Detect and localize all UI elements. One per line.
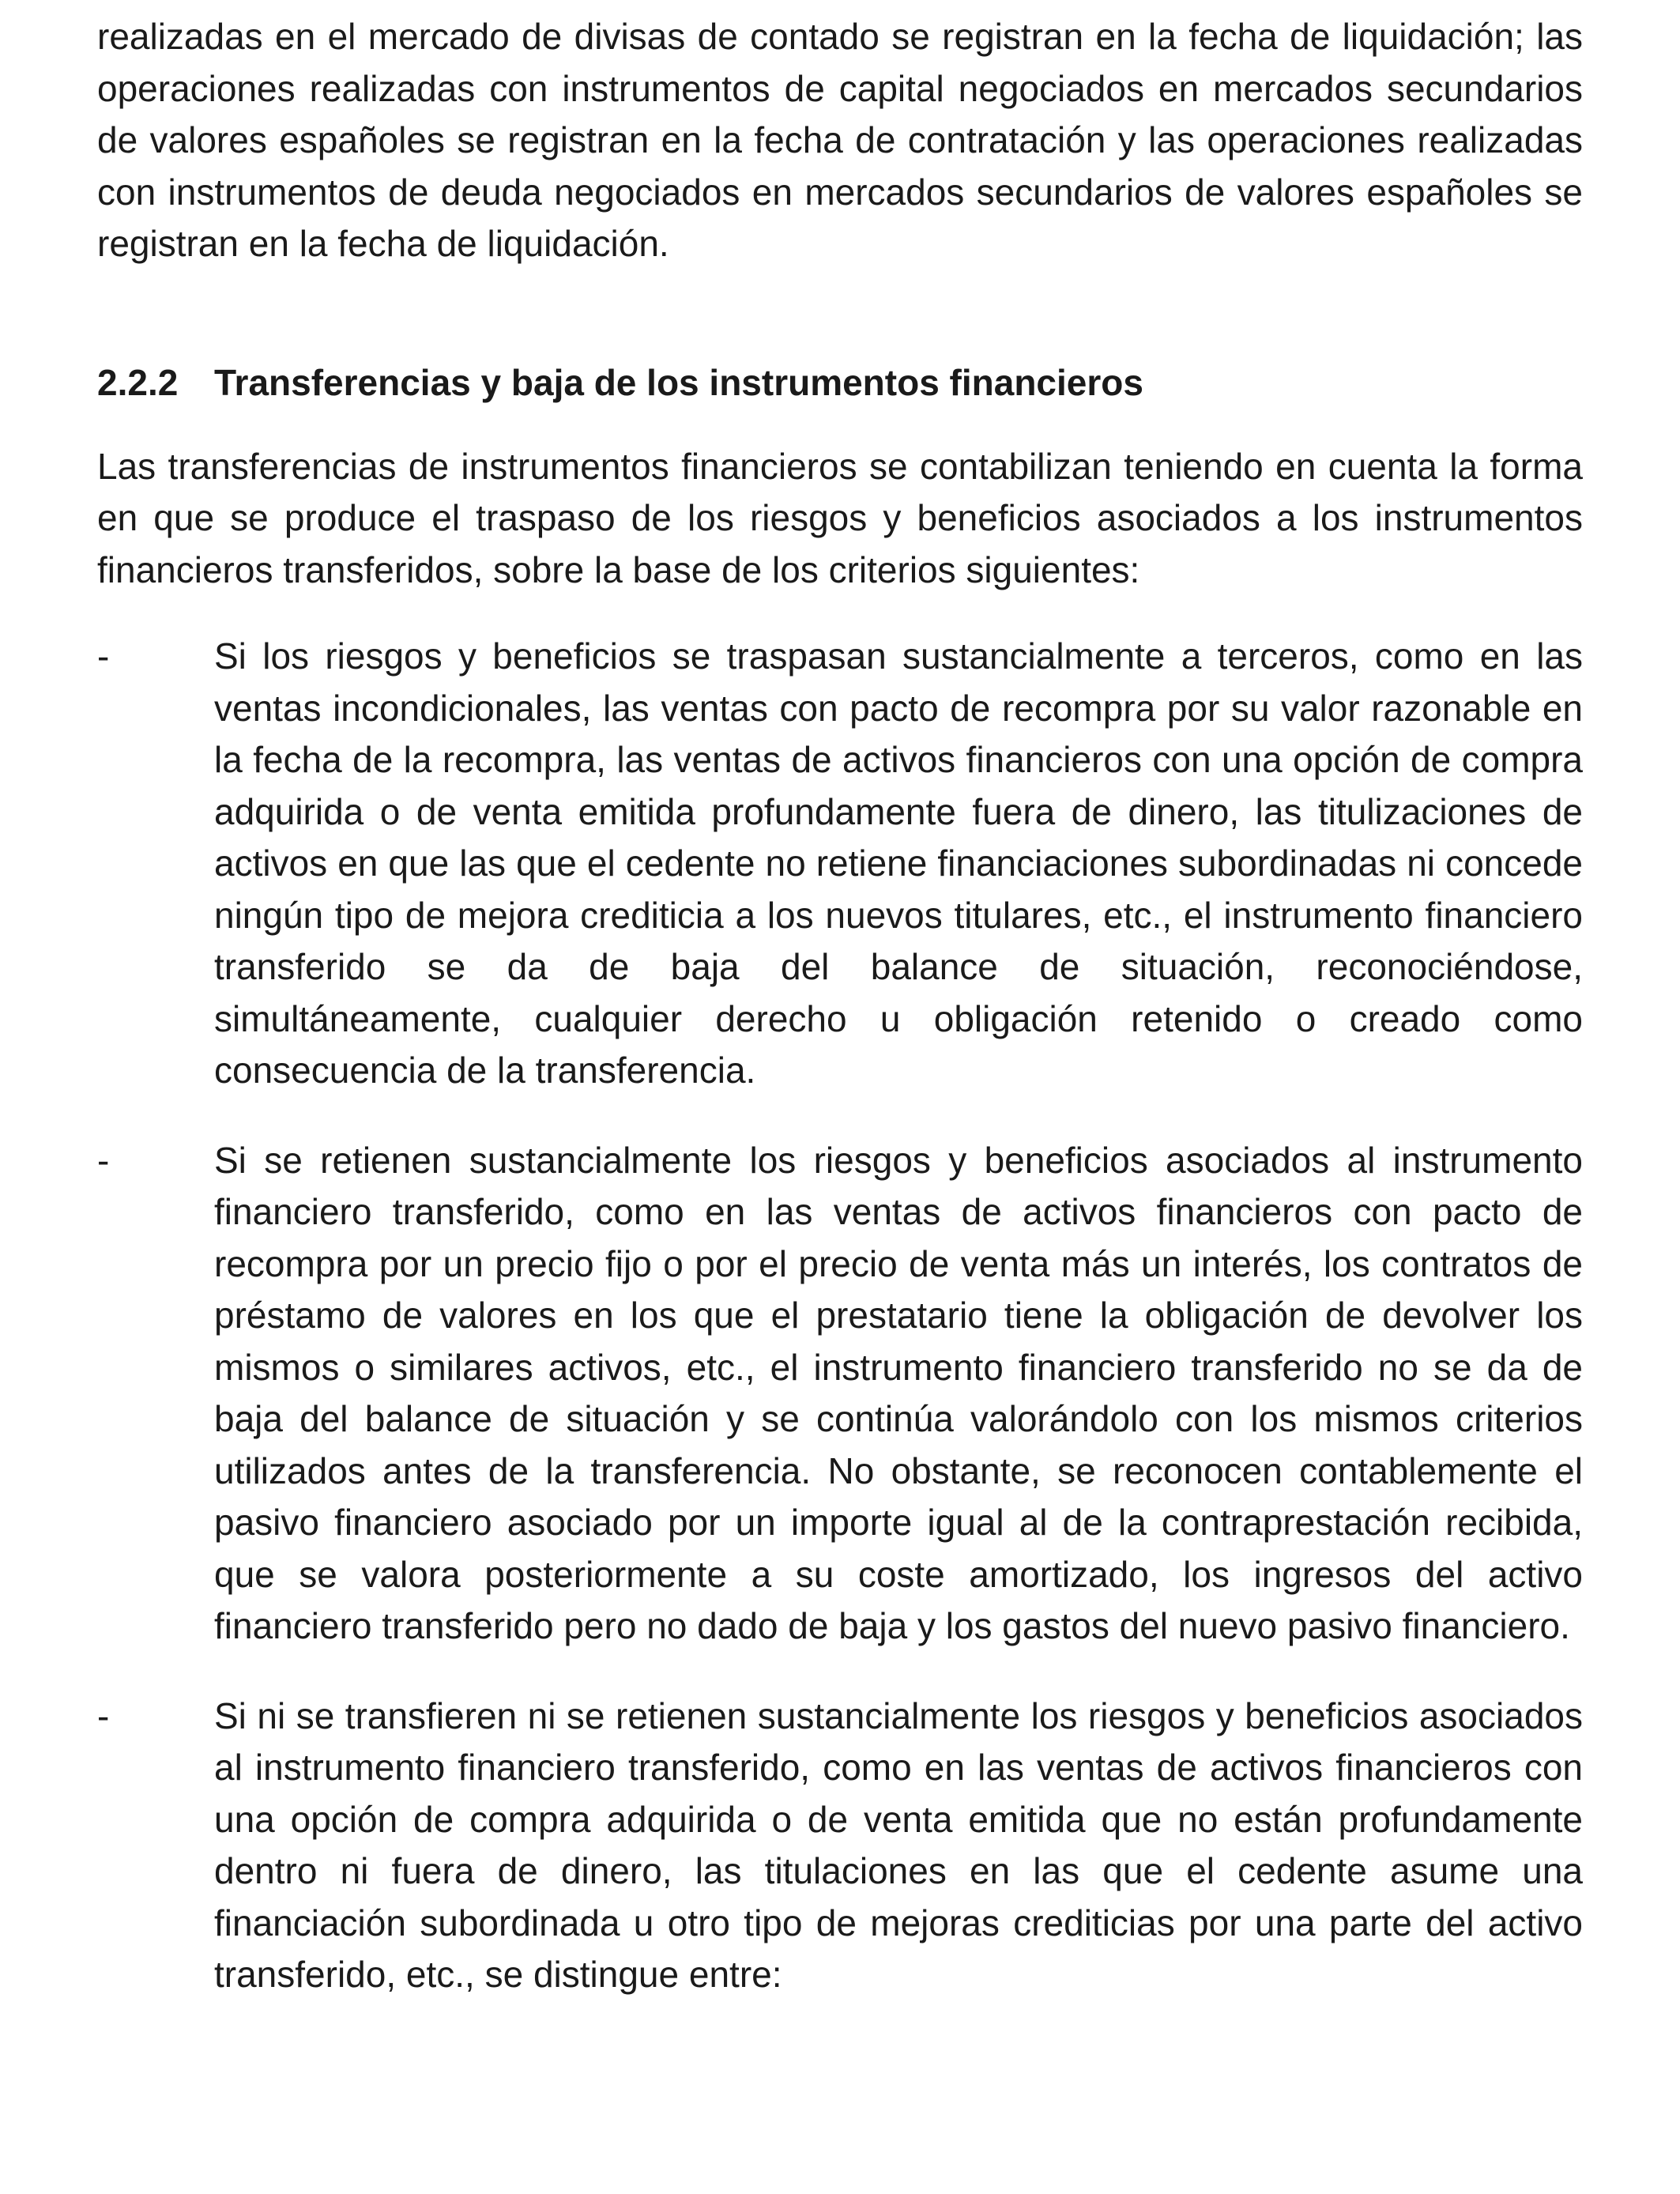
bullet-dash: - — [97, 635, 110, 677]
intro-paragraph: Las transferencias de instrumentos financieros se contabilizan teniendo en cuenta la forma en que se produce el traspaso de los riesgos y beneficios asociados a los instrumentos financieros transferidos, sobre la base de los criterios siguientes: — [97, 445, 1583, 590]
document-page — [97, 11, 1583, 2001]
bullet-dash: - — [97, 1139, 110, 1181]
continuation-paragraph: realizadas en el mercado de divisas de contado se registran en la fecha de liquidación; las operaciones realizadas con instrumentos de capital negociados en mercados secundarios de valores españoles se registran en la fecha de contratación y las operaciones realizadas con instrumentos de deuda negociados en mercados secundarios de valores españoles se registran en la fecha de liquidación. — [97, 16, 1583, 264]
section-title: Transferencias y baja de los instrumentos financieros — [214, 361, 1143, 403]
list-item-text: Si ni se transfieren ni se retienen sustancialmente los riesgos y beneficios asociados al instrumento financiero transferido, como en las ventas de activos financieros con una opción de compra adquirida o de venta emitida que no están profundamente dentro ni fuera de dinero, las titulaciones en las que el cedente asume una financiación subordinada u otro tipo de mejoras crediticias por una parte del activo transferido, etc., se distingue entre: — [214, 1695, 1583, 1995]
section-heading — [97, 357, 1583, 408]
list-item-text: Si se retienen sustancialmente los riesgos y beneficios asociados al instrumento financiero transferido, como en las ventas de activos financieros con pacto de recompra por un precio fijo o por el precio de venta más un interés, los contratos de préstamo de valores en los que el prestatario tiene la obligación de devolver los mismos o similares activos, etc., el instrumento financiero transferido no se da de baja del balance de situación y se continúa valorándolo con los mismos criterios utilizados antes de la transferencia. No obstante, se reconocen contablemente el pasivo financiero asociado por un importe igual al de la contraprestación recibida, que se valora posteriormente a su coste amortizado, los ingresos del activo financiero transferido pero no dado de baja y los gastos del nuevo pasivo financiero. — [214, 1139, 1583, 1646]
section-number: 2.2.2 — [97, 361, 179, 403]
list-item — [97, 1691, 1583, 2001]
list-item-text: Si los riesgos y beneficios se traspasan sustancialmente a terceros, como en las ventas incondicionales, las ventas con pacto de recompra por su valor razonable en la fecha de la recompra, las ventas de activos financieros con una opción de compra adquirida o de venta emitida profundamente fuera de dinero, las titulizaciones de activos en que las que el cedente no retiene financiaciones subordinadas ni concede ningún tipo de mejora crediticia a los nuevos titulares, etc., el instrumento financiero transferido se da de baja del balance de situación, reconociéndose, simultáneamente, cualquier derecho u obligación retenido o creado como consecuencia de la transferencia. — [214, 635, 1583, 1091]
list-item — [97, 631, 1583, 1097]
list-item — [97, 1135, 1583, 1653]
bullet-dash: - — [97, 1695, 110, 1736]
